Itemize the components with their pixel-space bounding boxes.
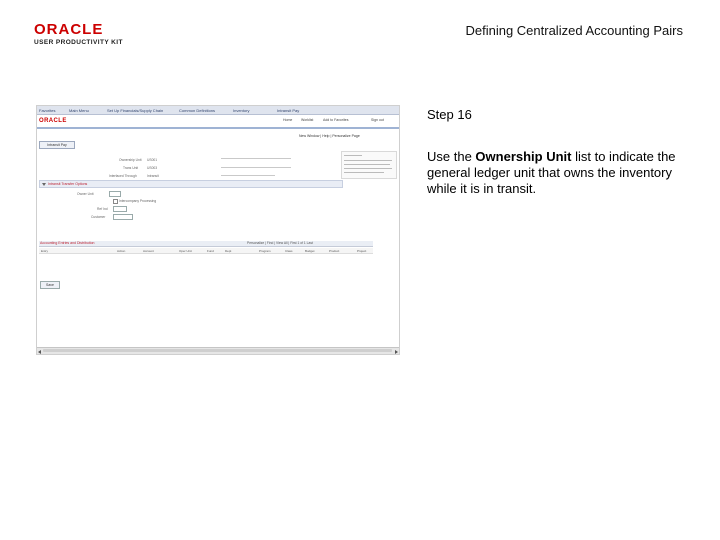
nav-item[interactable]: Set Up Financials/Supply Chain: [107, 108, 164, 113]
grid-col: Budget: [305, 249, 315, 253]
grid-col: Dept: [225, 249, 232, 253]
field-value: US001: [147, 158, 158, 162]
add-favorites-link[interactable]: Add to Favorites: [323, 118, 349, 122]
ref-ind-input[interactable]: [113, 206, 127, 212]
sidebox-line: [344, 155, 362, 156]
grid-col: Class: [285, 249, 293, 253]
grid-navigation[interactable]: Personalize | Find | View All | First 1 of 1 Last: [247, 241, 313, 245]
grid-col: Fund: [207, 249, 214, 253]
intercompany-checkbox[interactable]: [113, 199, 118, 204]
help-sidebox: [341, 151, 397, 179]
grid-column-headers: [39, 248, 373, 254]
header-divider: [37, 127, 399, 129]
field-label: Interfaced Through: [109, 174, 137, 178]
ref-ind-label: Ref Ind: [97, 207, 108, 211]
customer-label: Customer: [91, 215, 106, 219]
desc-line: [221, 167, 291, 168]
worklist-link[interactable]: Worklist: [301, 118, 314, 122]
grid-title: Accounting Entries and Distribution: [40, 241, 95, 245]
logo-upk-text: USER PRODUCTIVITY KIT: [34, 39, 123, 46]
nav-item[interactable]: Intransit Pay: [277, 108, 300, 113]
grid-col: Program: [259, 249, 271, 253]
owner-unit-label: Owner Unit: [77, 192, 94, 196]
app-brand-logo: ORACLE: [39, 118, 67, 124]
scroll-left-icon[interactable]: [38, 350, 41, 354]
page-title: Defining Centralized Accounting Pairs: [465, 23, 683, 38]
field-label: Ownership Unit: [119, 158, 142, 162]
tab-intransit-pay[interactable]: Intransit Pay: [39, 141, 75, 149]
instruction-prefix: Use the: [427, 149, 476, 164]
instruction-bold: Ownership Unit: [475, 149, 572, 164]
nav-item[interactable]: Common Definitions: [179, 108, 216, 113]
home-link[interactable]: Home: [283, 118, 293, 122]
field-value: US003: [147, 166, 158, 170]
screenshot-thumbnail: [36, 105, 400, 355]
instruction-text: [427, 149, 687, 197]
grid-col: Project: [357, 249, 367, 253]
nav-item[interactable]: Main Menu: [69, 108, 89, 113]
nav-item[interactable]: Favorites: [39, 108, 56, 113]
grid-col: Entry: [41, 249, 49, 253]
grid-col: Action: [117, 249, 126, 253]
section-title: Intransit Transfer Options: [48, 182, 88, 186]
intercompany-label: Intercompany Processing: [119, 199, 157, 203]
field-value: Intransit: [147, 174, 159, 178]
section-header[interactable]: [39, 180, 343, 188]
step-label: Step 16: [427, 107, 472, 122]
field-label: Trans Unit: [123, 166, 139, 170]
sidebox-line: [344, 172, 384, 173]
customer-input[interactable]: [113, 214, 133, 220]
save-button[interactable]: Save: [40, 281, 60, 289]
sidebox-line: [344, 164, 390, 165]
sidebox-line: [344, 160, 392, 161]
oracle-upk-logo: [34, 22, 134, 46]
grid-col: Account: [143, 249, 154, 253]
scroll-right-icon[interactable]: [395, 350, 398, 354]
page-links[interactable]: New Window | Help | Personalize Page: [299, 134, 360, 138]
grid-col: Product: [329, 249, 340, 253]
desc-line: [221, 175, 275, 176]
desc-line: [221, 158, 291, 159]
sidebox-line: [344, 168, 392, 169]
grid-col: Oper Unit: [179, 249, 192, 253]
nav-item[interactable]: Inventory: [233, 108, 250, 113]
app-nav-bar: [37, 106, 399, 115]
collapse-icon[interactable]: [42, 183, 46, 186]
logo-oracle-text: ORACLE: [34, 21, 104, 38]
sign-out-link[interactable]: Sign out: [371, 118, 384, 122]
instruction-suffix: list to indicate the general ledger unit that owns the inventory while it is in transit.: [427, 149, 676, 196]
ownership-unit-input[interactable]: [109, 191, 121, 197]
scroll-thumb[interactable]: [43, 349, 392, 352]
horizontal-scrollbar[interactable]: [37, 347, 399, 354]
